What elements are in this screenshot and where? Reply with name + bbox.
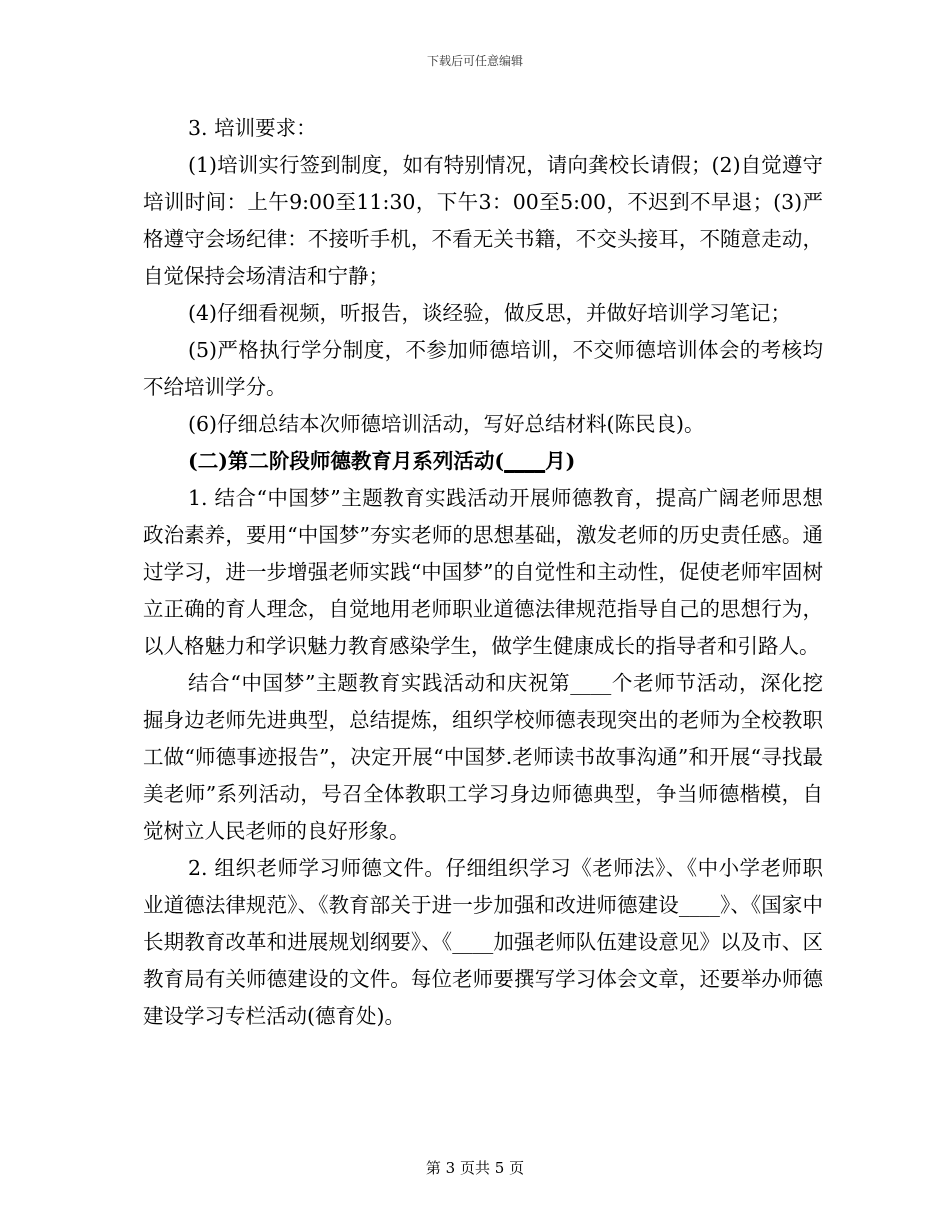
paragraph-rule-6: (6)仔细总结本次师德培训活动，写好总结材料(陈民良)。 bbox=[188, 412, 705, 436]
heading-blank: ____ bbox=[504, 449, 546, 473]
heading-text-start: (二)第二阶段师德教育月系列活动( bbox=[188, 449, 505, 473]
section-heading-stage-two bbox=[143, 443, 823, 480]
paragraph-teachers-day: 结合“中国梦”主题教育实践活动和庆祝第____个老师节活动，深化挖掘身边老师先进典型，总结提炼，组织学校师德表现突出的老师为全校教职工做“师德事迹报告”，决定开展“中国梦.老师读书故事沟通”和开展“寻找最美老师”系列活动，号召全体教职工学习身边师德典型，争当师德楷模，自觉树立人民老师的良好形象。 bbox=[143, 671, 823, 843]
paragraph-rule-4: (4)仔细看视频，听报告，谈经验，做反思，并做好培训学习笔记； bbox=[188, 301, 792, 325]
paragraph-rules-1-3: (1)培训实行签到制度，如有特别情况，请向龚校长请假；(2)自觉遵守培训时间：上午9:00至11:30，下午3：00至5:00，不迟到不早退；(3)严格遵守会场纪律：不接听手机，不看无关书籍，不交头接耳，不随意走动，自觉保持会场清洁和宁静； bbox=[143, 153, 823, 288]
page-header: 下载后可任意编辑 bbox=[426, 54, 523, 68]
page-footer: 第 3 页共 5 页 bbox=[425, 1159, 525, 1177]
paragraph-study-documents: 2. 组织老师学习师德文件。仔细组织学习《老师法》、《中小学老师职业道德法律规范》、《教育部关于进一步加强和改进师德建设____》、《国家中长期教育改革和进展规划纲要》、《____加强老师队伍建设意见》以及市、区教育局有关师德建设的文件。每位老师要撰写学习体会文章，还要举办师德建设学习专栏活动(德育处)。 bbox=[143, 856, 823, 1028]
heading-text-end: 月) bbox=[545, 449, 576, 473]
document-body bbox=[143, 110, 823, 1035]
paragraph-training-requirements: 3. 培训要求： bbox=[188, 116, 317, 140]
paragraph-rule-5: (5)严格执行学分制度，不参加师德培训，不交师德培训体会的考核均不给培训学分。 bbox=[143, 338, 823, 399]
paragraph-china-dream: 1. 结合“中国梦”主题教育实践活动开展师德教育，提高广阔老师思想政治素养，要用“中国梦”夯实老师的思想基础，激发老师的历史责任感。通过学习，进一步增强老师实践“中国梦”的自觉性和主动性，促使老师牢固树立正确的育人理念，自觉地用老师职业道德法律规范指导自己的思想行为，以人格魅力和学识魅力教育感染学生，做学生健康成长的指导者和引路人。 bbox=[143, 486, 823, 658]
